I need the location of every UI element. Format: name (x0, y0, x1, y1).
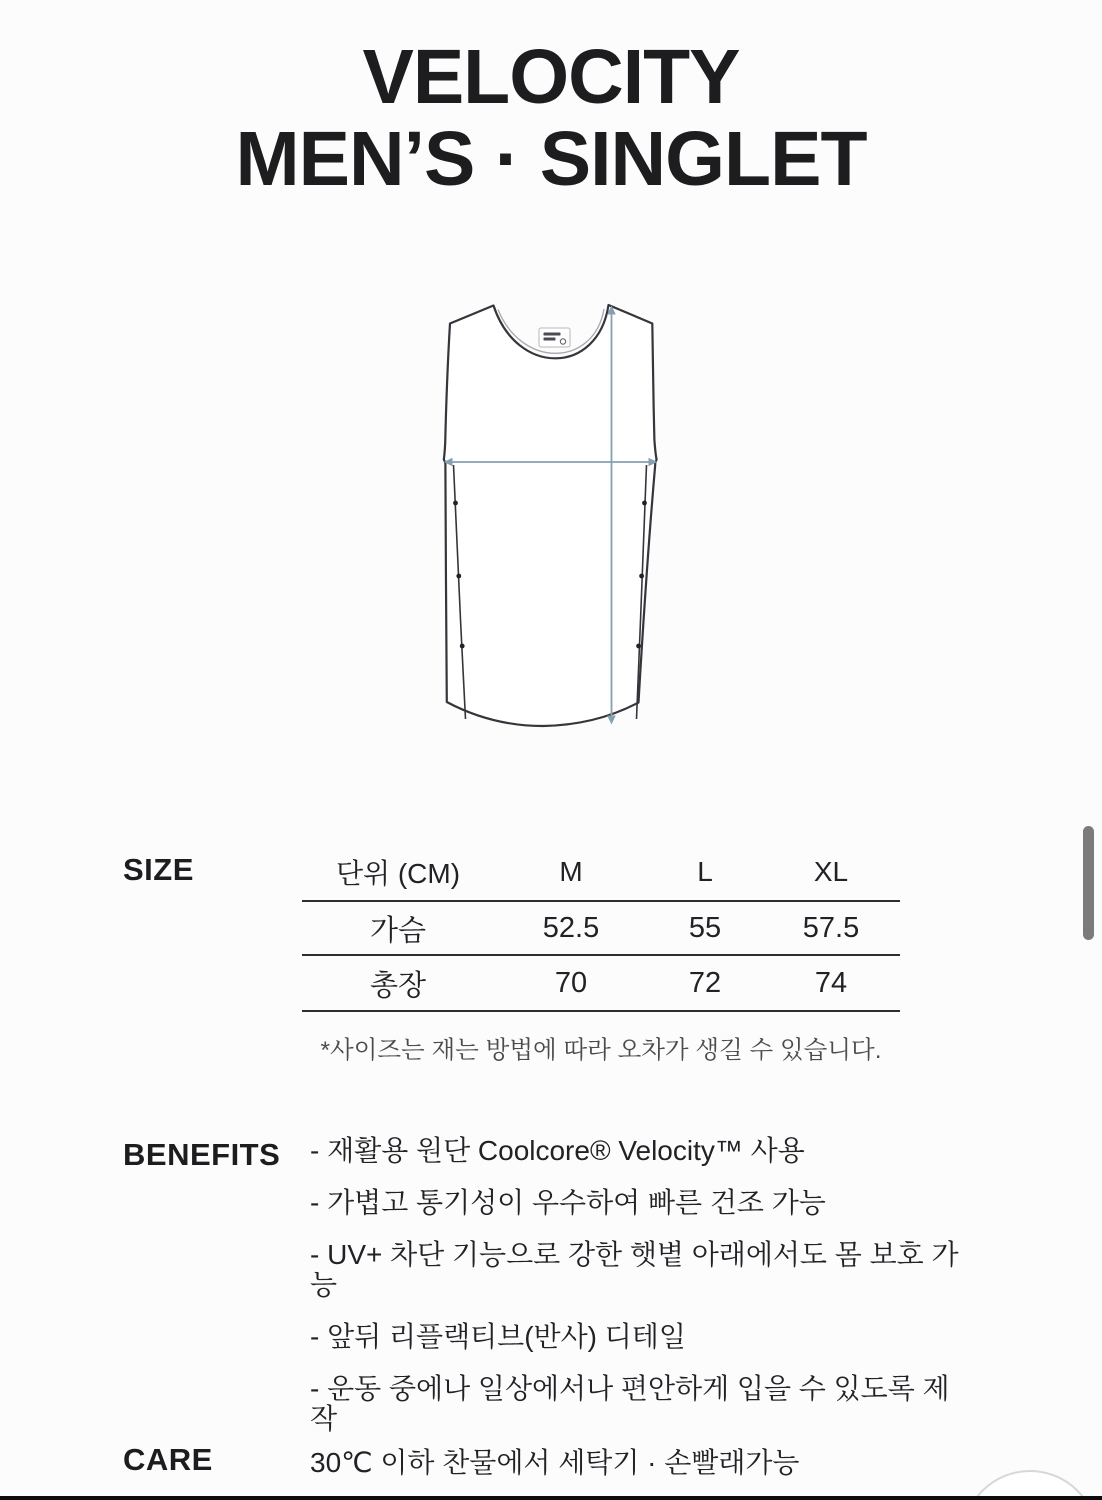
size-table (302, 843, 900, 1012)
size-note: *사이즈는 재는 방법에 따라 오차가 생길 수 있습니다. (320, 1037, 882, 1064)
table-row (302, 902, 900, 956)
bottom-edge-bar (0, 1496, 1102, 1500)
garment-outline (444, 305, 657, 726)
scrollbar-thumb[interactable] (1083, 826, 1094, 940)
size-table-header-row (302, 843, 900, 902)
list-item: - 가볍고 통기성이 우수하여 빠른 건조 가능 (310, 1187, 826, 1218)
row-length-m: 70 (554, 966, 588, 999)
size-table-header-l: L (697, 855, 713, 887)
size-table-header-xl: XL (813, 855, 849, 887)
care-section-label: CARE (123, 1442, 213, 1477)
product-title-line1: VELOCITY (362, 34, 740, 120)
row-chest-label: 가슴 (369, 914, 427, 947)
product-title-line2: MEN’S · SINGLET (235, 116, 867, 202)
row-chest-l: 55 (688, 911, 722, 944)
singlet-measurement-diagram (420, 295, 680, 735)
size-section-label: SIZE (123, 852, 194, 887)
benefits-section-label: BENEFITS (123, 1137, 281, 1172)
row-length-label: 총장 (369, 969, 427, 1002)
list-item: - UV+ 차단 기능으로 강한 햇볕 아래에서도 몸 보호 가능 (310, 1239, 959, 1300)
table-row (302, 956, 900, 1012)
benefits-list (310, 1136, 970, 1456)
product-title (0, 36, 1102, 200)
size-table-header-m: M (559, 855, 583, 887)
row-length-xl: 74 (814, 966, 848, 999)
neck-label (539, 328, 570, 347)
care-instructions: 30℃ 이하 찬물에서 세탁기 · 손빨래가능 (310, 1447, 800, 1478)
row-chest-xl: 57.5 (802, 911, 860, 944)
row-chest-m: 52.5 (542, 911, 600, 944)
row-length-l: 72 (688, 966, 722, 999)
list-item: - 앞뒤 리플랙티브(반사) 디테일 (310, 1321, 686, 1352)
list-item: - 재활용 원단 Coolcore® Velocity™ 사용 (310, 1135, 805, 1166)
list-item: - 운동 중에나 일상에서나 편안하게 입을 수 있도록 제작 (310, 1373, 950, 1434)
size-table-header-unit: 단위 (CM) (335, 857, 461, 889)
